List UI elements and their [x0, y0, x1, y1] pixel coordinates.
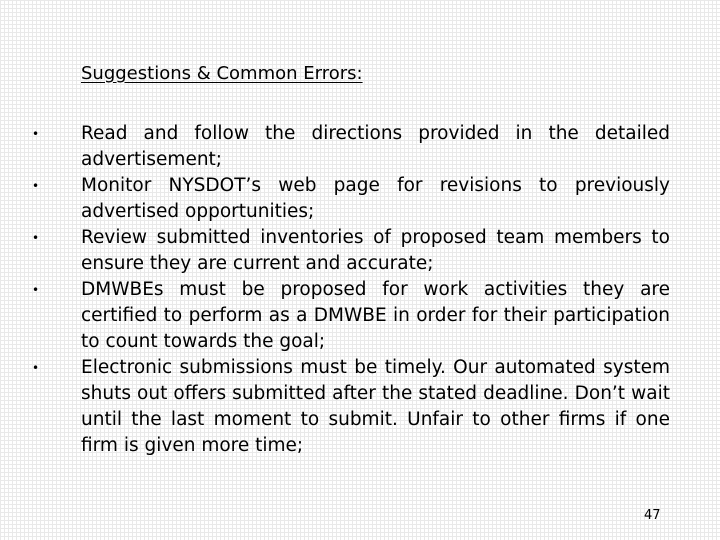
list-item — [30, 173, 670, 225]
list-item — [30, 277, 670, 355]
bullet-icon: • — [32, 179, 40, 193]
list-item-text: Read and follow the directions provided in the detailed advertisement; — [81, 123, 670, 170]
slide-heading: Suggestions & Common Errors: — [81, 63, 363, 84]
list-item — [30, 121, 670, 173]
list-item-text: DMWBEs must be proposed for work activities they are certified to perform as a DMWBE in order for their participation to count towards the goal; — [81, 279, 670, 352]
list-item — [30, 225, 670, 277]
list-item-text: Monitor NYSDOT’s web page for revisions to previously advertised opportunities; — [81, 175, 670, 222]
bullet-icon: • — [32, 231, 40, 245]
bullet-icon: • — [32, 361, 40, 375]
bullet-icon: • — [32, 283, 40, 297]
page-number: 47 — [644, 508, 661, 523]
bullet-list — [30, 121, 670, 459]
list-item — [30, 355, 670, 459]
list-item-text: Review submitted inventories of proposed team members to ensure they are current and accurate; — [81, 227, 670, 274]
bullet-icon: • — [32, 127, 40, 141]
list-item-text: Electronic submissions must be timely. Our automated system shuts out offers submitted after the stated deadline. Don’t wait until the last moment to submit. Unfair to other firms if one firm is given more time; — [81, 357, 670, 456]
